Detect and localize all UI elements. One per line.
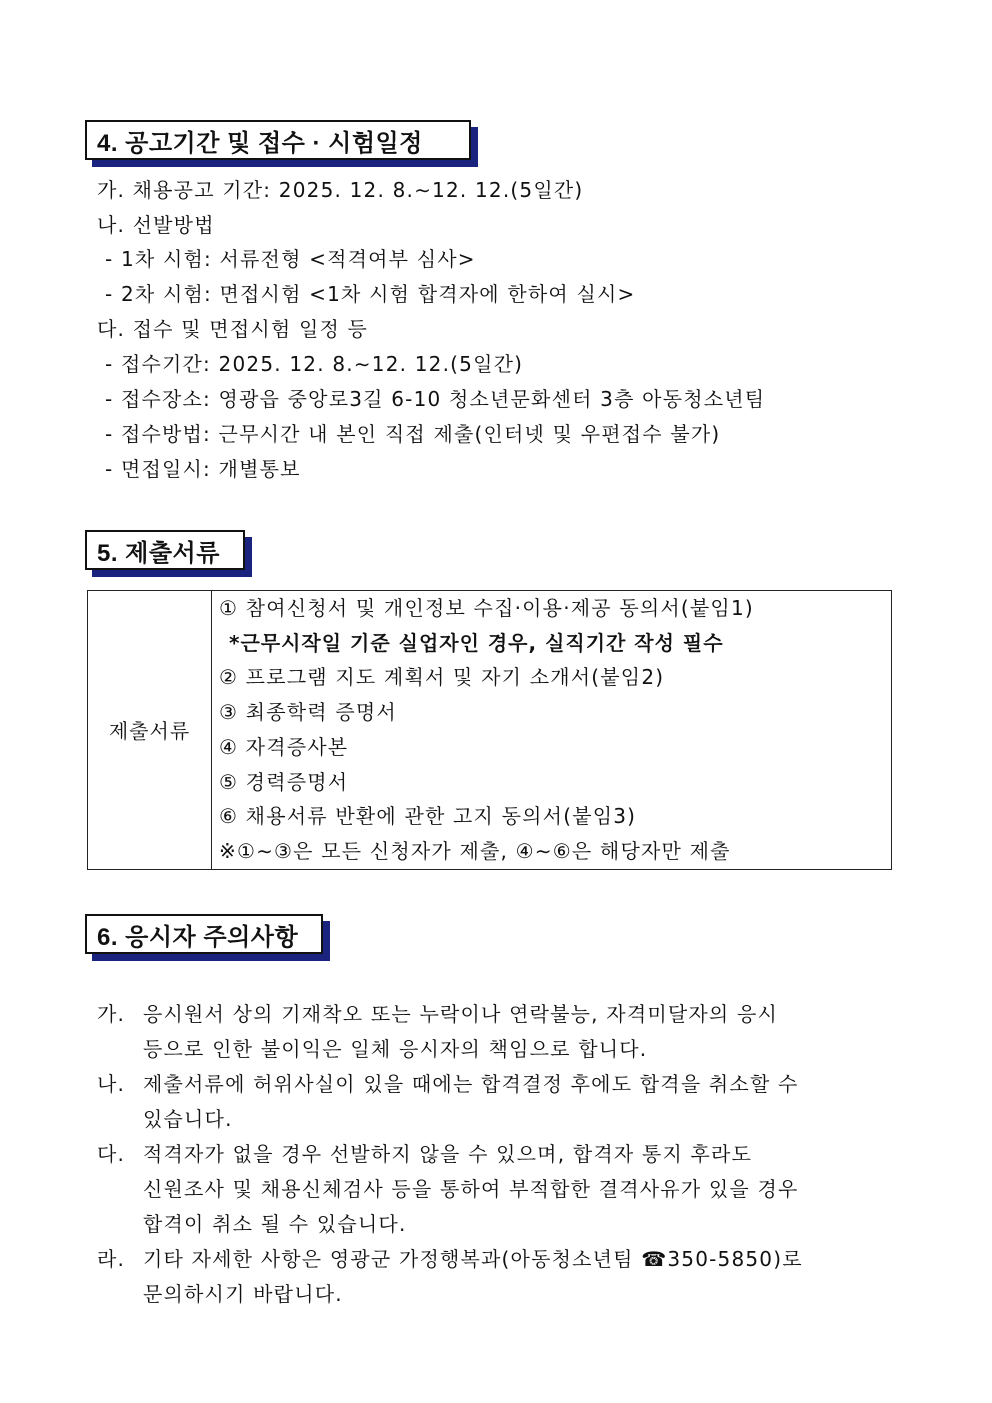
document-item: ⑥ 채용서류 반환에 관한 고지 동의서(붙임3) (219, 804, 637, 829)
notice-line: 합격이 취소 될 수 있습니다. (143, 1212, 407, 1236)
notice-line: 신원조사 및 채용신체검사 등을 통하여 부적합한 결격사유가 있을 경우 (143, 1177, 799, 1201)
notice-marker: 가. (97, 1002, 126, 1026)
notice-marker: 나. (97, 1072, 126, 1096)
section-4-heading (85, 120, 471, 160)
section-6-heading (85, 914, 323, 954)
section-4-line: 다. 접수 및 면접시험 일정 등 (97, 317, 369, 341)
section-4-line: - 면접일시: 개별통보 (105, 457, 301, 481)
section-4-line: - 접수방법: 근무시간 내 본인 직접 제출(인터넷 및 우편접수 불가) (105, 422, 721, 446)
section-4-line: - 1차 시험: 서류전형 <적격여부 심사> (105, 247, 476, 271)
notice-line: 기타 자세한 사항은 영광군 가정행복과(아동청소년팀 ☎350-5850)로 (143, 1247, 803, 1271)
section-4-heading-text: 4. 공고기간 및 접수 · 시험일정 (97, 129, 423, 157)
notice-marker: 다. (97, 1142, 126, 1166)
notice-item (97, 1067, 799, 1137)
notice-line: 제출서류에 허위사실이 있을 때에는 합격결정 후에도 합격을 취소할 수 (143, 1072, 799, 1096)
notice-line: 적격자가 없을 경우 선발하지 않을 수 있으며, 합격자 통지 후라도 (143, 1142, 753, 1166)
notice-line: 있습니다. (143, 1107, 233, 1131)
notice-line: 응시원서 상의 기재착오 또는 누락이나 연락불능, 자격미달자의 응시 (143, 1002, 779, 1026)
document-item: ③ 최종학력 증명서 (219, 700, 397, 725)
document-note: *근무시작일 기준 실업자인 경우, 실직기간 작성 필수 (229, 630, 724, 655)
documents-list (212, 591, 891, 869)
section-5-heading (85, 530, 245, 570)
section-4-line: 가. 채용공고 기간: 2025. 12. 8.∼12. 12.(5일간) (97, 178, 584, 202)
documents-table-label: 제출서류 (88, 591, 212, 870)
notice-item (97, 997, 778, 1067)
section-5-heading-text: 5. 제출서류 (97, 539, 220, 567)
section-6-heading-text: 6. 응시자 주의사항 (97, 923, 299, 951)
document-item: ② 프로그램 지도 계획서 및 자기 소개서(붙임2) (219, 665, 665, 690)
document-footnote: ※①∼③은 모든 신청자가 제출, ④∼⑥은 해당자만 제출 (219, 838, 731, 863)
notice-item (97, 1137, 799, 1242)
section-4-line: 나. 선발방법 (97, 213, 215, 237)
section-4-line: - 접수기간: 2025. 12. 8.∼12. 12.(5일간) (105, 352, 524, 376)
document-item: ⑤ 경력증명서 (219, 769, 349, 794)
notice-line: 문의하시기 바랍니다. (143, 1282, 343, 1306)
section-4-line: - 접수장소: 영광읍 중앙로3길 6-10 청소년문화센터 3층 아동청소년팀 (105, 387, 766, 411)
document-item: ④ 자격증사본 (219, 734, 349, 759)
notice-marker: 라. (97, 1247, 126, 1271)
notice-item (97, 1242, 803, 1312)
document-item: ① 참여신청서 및 개인정보 수집·이용·제공 동의서(붙임1) (219, 596, 754, 620)
section-4-line: - 2차 시험: 면접시험 <1차 시험 합격자에 한하여 실시> (105, 282, 636, 306)
notice-line: 등으로 인한 불이익은 일체 응시자의 책임으로 합니다. (143, 1037, 648, 1061)
documents-table-list-cell (212, 591, 892, 870)
documents-table (87, 590, 892, 870)
